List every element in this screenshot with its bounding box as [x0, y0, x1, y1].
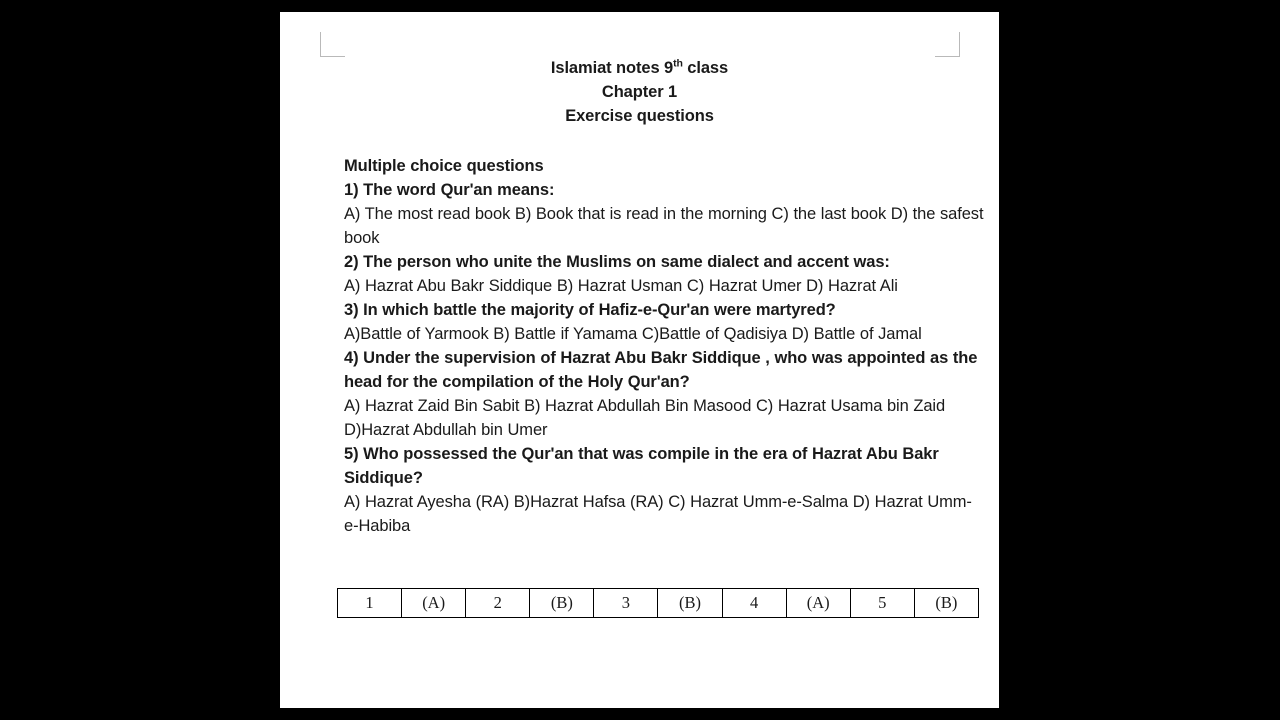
heading-title-main: Islamiat notes 9: [550, 59, 674, 77]
question-3-options: A)Battle of Yarmook B) Battle if Yamama C)Battle of Qadisiya D) Battle of Jamal: [344, 325, 922, 343]
question-2-text: 2) The person who unite the Muslims on same dialect and accent was:: [344, 253, 890, 271]
margin-corner-mark-right: [935, 32, 960, 57]
margin-corner-mark-left: [320, 32, 345, 57]
answer-key-cell-q3-answer: (B): [658, 589, 722, 618]
answer-key-cell-q1-number: 1: [338, 589, 402, 618]
heading-title-ordinal-suffix: th: [673, 57, 683, 70]
answer-key-cell-q5-number: 5: [850, 589, 914, 618]
table-row: [338, 589, 979, 618]
answer-key-table: [337, 588, 979, 618]
heading-title-tail: class: [682, 59, 729, 77]
answer-key-cell-q2-number: 2: [466, 589, 530, 618]
question-2-options: A) Hazrat Abu Bakr Siddique B) Hazrat Usman C) Hazrat Umer D) Hazrat Ali: [344, 277, 898, 295]
document-body: [344, 154, 984, 538]
question-1-options: A) The most read book B) Book that is read in the morning C) the last book D) the safest book: [344, 205, 984, 247]
answer-key-cell-q4-number: 4: [722, 589, 786, 618]
heading-line-title: [280, 56, 999, 80]
document-heading: [280, 56, 999, 128]
heading-line-exercise: Exercise questions: [565, 107, 714, 125]
question-3-text: 3) In which battle the majority of Hafiz-e-Qur'an were martyred?: [344, 301, 836, 319]
question-1-text: 1) The word Qur'an means:: [344, 181, 555, 199]
section-title-multiple-choice: Multiple choice questions: [344, 157, 544, 175]
question-5-options: A) Hazrat Ayesha (RA) B)Hazrat Hafsa (RA) C) Hazrat Umm-e-Salma D) Hazrat Umm-e-Habiba: [344, 493, 972, 535]
question-5-text: 5) Who possessed the Qur'an that was compile in the era of Hazrat Abu Bakr Siddique?: [344, 445, 939, 487]
answer-key-cell-q1-answer: (A): [402, 589, 466, 618]
answer-key-cell-q3-number: 3: [594, 589, 658, 618]
answer-key-cell-q5-answer: (B): [914, 589, 978, 618]
answer-key-cell-q4-answer: (A): [786, 589, 850, 618]
question-4-text: 4) Under the supervision of Hazrat Abu Bakr Siddique , who was appointed as the head for the compilation of the Holy Qur'an?: [344, 349, 978, 391]
document-page: [280, 12, 999, 708]
heading-line-chapter: Chapter 1: [601, 83, 678, 101]
question-4-options: A) Hazrat Zaid Bin Sabit B) Hazrat Abdullah Bin Masood C) Hazrat Usama bin Zaid D)Hazrat Abdullah bin Umer: [344, 397, 946, 439]
answer-key-cell-q2-answer: (B): [530, 589, 594, 618]
